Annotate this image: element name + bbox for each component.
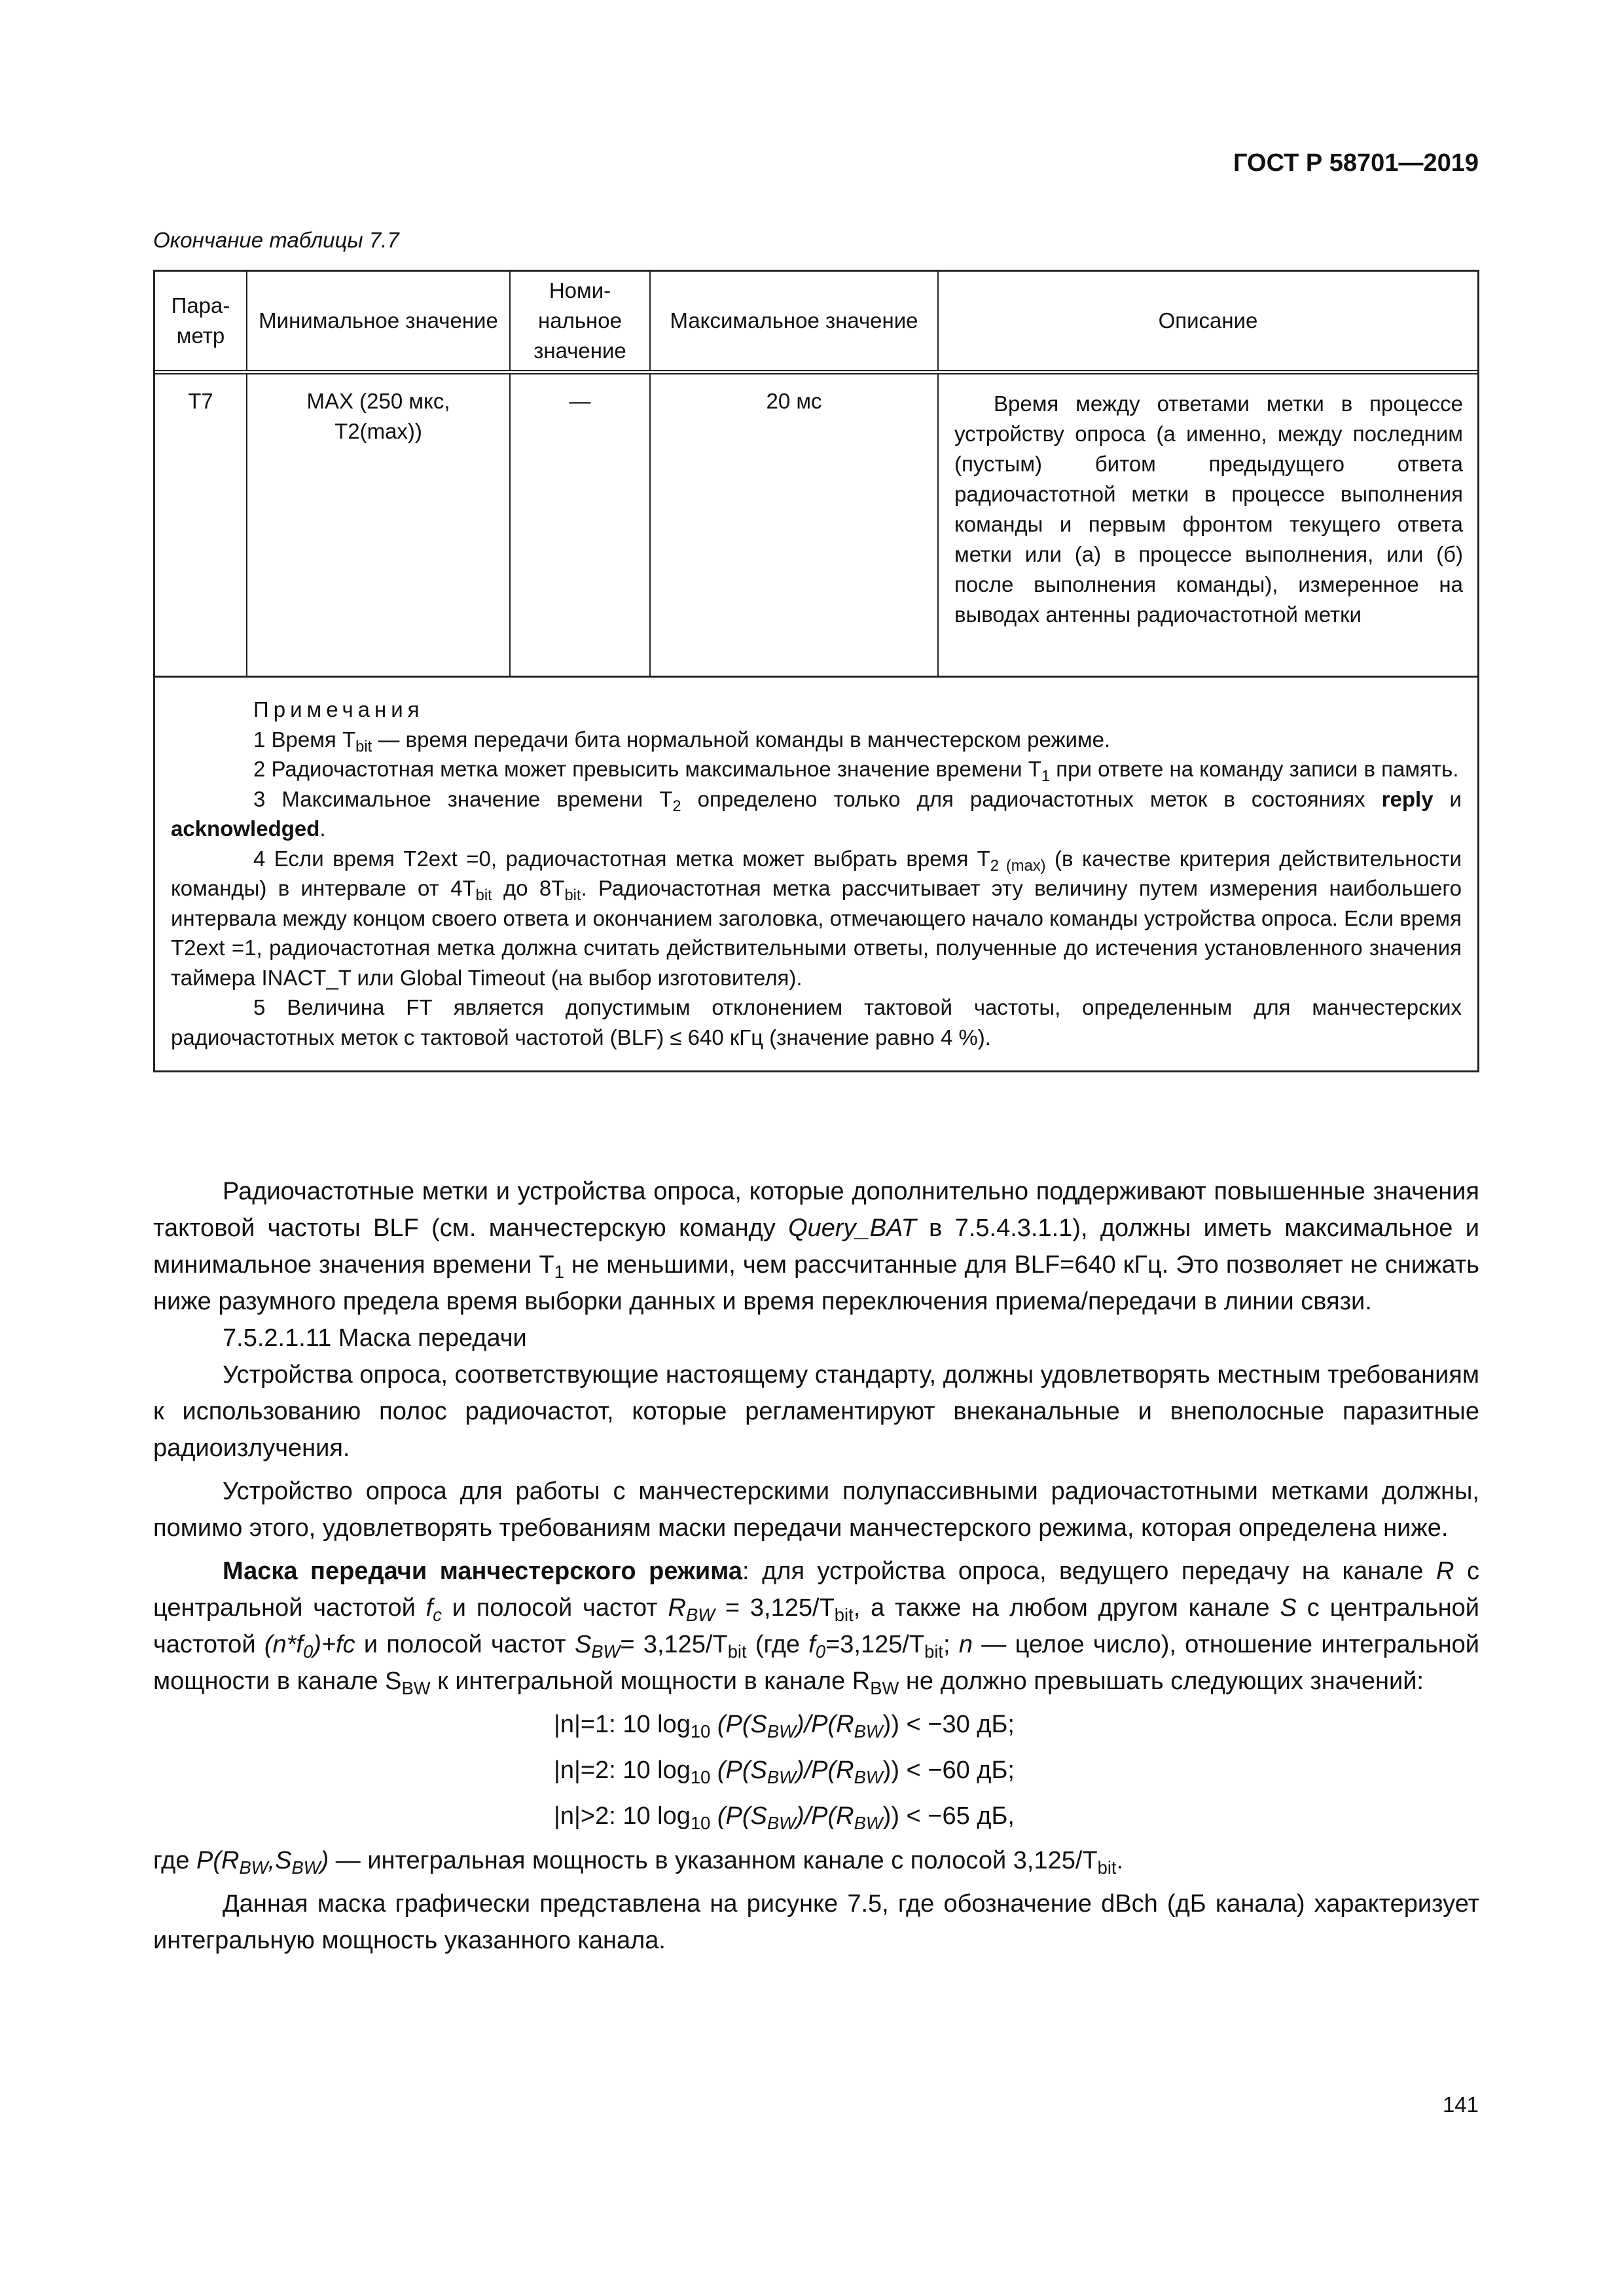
formula-n3: |n|>2: 10 $\log_{10} (P(S_{BW})/P(R_{BW})) < -65$ дБ,	[554, 1802, 1015, 1834]
cell-min: MAX (250 мкс, T2(max))	[247, 373, 510, 677]
formula-n2: |n|=2: 10 $\log_{10} (P(S_{BW})/P(R_{BW})) < -60$ дБ;	[554, 1757, 1015, 1788]
note-3: 3 Максимальное значение времени $T_2$ определено только для радиочастотных меток в состояниях reply и acknowledged.	[171, 786, 1462, 841]
parameters-table	[153, 270, 1479, 1072]
page-number: 141	[1442, 2092, 1479, 2117]
document-code: ГОСТ Р 58701—2019	[1233, 149, 1479, 177]
header-min: Минимальное значение	[247, 272, 510, 373]
formula-n1: |n|=1: 10 $\log_{10} (P(S_{BW})/P(R_{BW})) < -30$ дБ;	[554, 1711, 1015, 1742]
paragraph-manchester: Устройство опроса для работы с манчестерскими полупассивными радиочастотными метками должны, помимо этого, удовлетворять требованиям маски передачи манчестерского режима, которая определена ниже.	[153, 1478, 1479, 1542]
cell-param: T7	[155, 373, 247, 677]
cell-max: 20 мс	[650, 373, 938, 677]
paragraph-blf: Радиочастотные метки и устройства опроса, которые дополнительно поддерживают повышенные значения тактовой частоты BLF (см. манчестерскую команду Query_BAT в 7.5.4.3.1.1), должны иметь максимальное и минимальное значения времени $T_1$ не меньшими, чем рассчитанные для BLF=640 кГц. Это позволяет не снижать ниже разумного предела время выборки данных и время переключения приема/передачи в линии связи.	[153, 1178, 1479, 1315]
paragraph-mask-definition: Маска передачи манчестерского режима: для устройства опроса, ведущего передачу на канале R с центральной частотой $f_c$ и полосой частот $R_{BW} = 3,125/T_{bit}$, а также на любом другом канале S с центральной частотой $(n*f_0)+fc$ и полосой частот $S_{BW}= 3,125/T_{bit}$ (где $f_0=3,125/T_{bit}$; n — целое число), отношение интегральной мощности в канале $S_{BW}$ к интегральной мощности в канале $R_{BW}$ не должно превышать следующих значений:	[153, 1558, 1480, 1699]
notes-title: Примечания	[253, 697, 424, 721]
cell-nominal: —	[510, 373, 650, 677]
table-caption: Окончание таблицы 7.7	[153, 228, 399, 252]
table-notes	[155, 678, 1477, 1070]
note-4: 4 Если время T2ext =0, радиочастотная метка может выбрать время $T_{2 (max)}$ (в качестве критерия действительности команды) в интервале от $4T_{bit}$ до $8T_{bit}$. Радиочастотная метка рассчитывает эту величину путем измерения наибольшего интервала между концом своего ответа и окончанием заголовка, отмечающего начало команды устройства опроса. Если время T2ext =1, радиочастотная метка должна считать действительными ответы, полученные до истечения установленного значения таймера INACT_T или Global Timeout (на выбор изготовителя).	[171, 846, 1462, 990]
table-header-row	[155, 272, 1477, 373]
table-row	[155, 373, 1477, 677]
header-nominal: Номи-нальное значение	[510, 272, 650, 373]
header-param: Пара-метр	[155, 272, 247, 373]
paragraph-figure-ref: Данная маска графически представлена на рисунке 7.5, где обозначение dBch (дБ канала) характеризует интегральную мощность указанного канала.	[153, 1890, 1479, 1954]
header-description: Описание	[938, 272, 1477, 373]
cell-description: Время между ответами метки в процессе устройству опроса (а именно, между последним (пустым) битом предыдущего ответа радиочастотной метки в процессе выполнения команды и первым фронтом текущего ответа метки или (а) в процессе выполнения, или (б) после выполнения команды), измеренное на выводах антенны радиочастотной метки	[938, 373, 1477, 677]
note-1: 1 Время $T_{bit}$ — время передачи бита нормальной команды в манчестерском режиме.	[253, 727, 1111, 756]
header-max: Максимальное значение	[650, 272, 938, 373]
paragraph-requirements: Устройства опроса, соответствующие настоящему стандарту, должны удовлетворять местным требованиям к использованию полос радиочастот, которые регламентируют внеканальные и внеполосные паразитные радиоизлучения.	[153, 1361, 1479, 1462]
note-5: 5 Величина FT является допустимым отклонением тактовой частоты, определенным для манчестерских радиочастотных меток с тактовой частотой (BLF) ≤ 640 кГц (значение равно 4 %).	[171, 995, 1462, 1049]
section-heading: 7.5.2.1.11 Маска передачи	[223, 1324, 527, 1352]
paragraph-where: где $P(R_{BW},S_{BW})$ — интегральная мощность в указанном канале с полосой $3,125/T_{bit}$.	[153, 1847, 1124, 1878]
note-2: 2 Радиочастотная метка может превысить максимальное значение времени $T_1$ при ответе на команду записи в память.	[253, 757, 1459, 786]
main-text	[153, 1173, 1479, 1959]
